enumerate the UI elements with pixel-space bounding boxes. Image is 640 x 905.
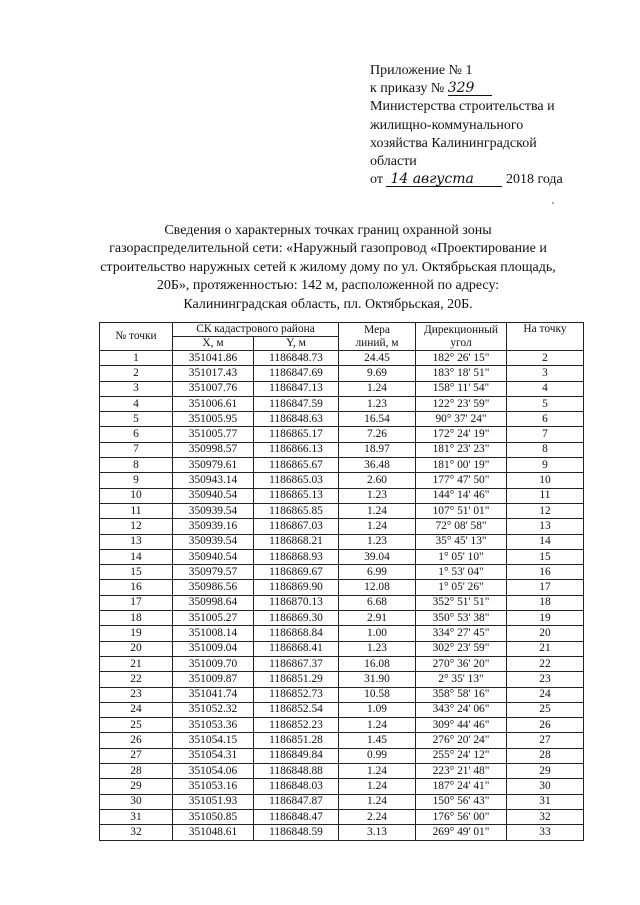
y-coordinate-cell: 1186865.67 [254, 458, 339, 473]
table-row [100, 366, 584, 381]
next-point-cell: 7 [507, 427, 584, 442]
date-line [370, 171, 563, 189]
table-row [100, 458, 584, 473]
bearing-angle-cell: 223° 21' 48" [416, 764, 507, 779]
bearing-angle-cell: 107° 51' 01" [416, 503, 507, 518]
y-coordinate-cell: 1186869.30 [254, 611, 339, 626]
table-row [100, 396, 584, 411]
bearing-angle-cell: 72° 08' 58" [416, 519, 507, 534]
line-length-cell: 9.69 [339, 366, 416, 381]
line-length-cell: 1.23 [339, 641, 416, 656]
next-point-cell: 32 [507, 809, 584, 824]
table-row [100, 748, 584, 763]
point-number-cell: 16 [100, 580, 173, 595]
point-number-cell: 11 [100, 503, 173, 518]
y-coordinate-cell: 1186848.73 [254, 351, 339, 366]
x-coordinate-cell: 350943.14 [173, 473, 254, 488]
heading-line-2: газораспределительной сети: «Наружный газопровод «Проектирование и [109, 241, 547, 257]
next-point-cell: 12 [507, 503, 584, 518]
table-row [100, 595, 584, 610]
x-coordinate-cell: 351048.61 [173, 825, 254, 840]
x-coordinate-cell: 351052.32 [173, 702, 254, 717]
point-number-cell: 26 [100, 733, 173, 748]
table-row [100, 718, 584, 733]
table-row [100, 442, 584, 457]
bearing-angle-cell: 181° 00' 19" [416, 458, 507, 473]
line-length-cell: 3.13 [339, 825, 416, 840]
header-bearing-line-1: Дирекционный [424, 323, 498, 336]
table-row [100, 779, 584, 794]
y-coordinate-cell: 1186847.87 [254, 794, 339, 809]
bearing-angle-cell: 183° 18' 51" [416, 366, 507, 381]
next-point-cell: 18 [507, 595, 584, 610]
heading-line-4: 20Б», протяженностью: 142 м, расположенной по адресу: [156, 278, 500, 294]
bearing-angle-cell: 2° 35' 13" [416, 672, 507, 687]
bearing-angle-cell: 276° 20' 24" [416, 733, 507, 748]
next-point-cell: 15 [507, 549, 584, 564]
line-length-cell: 39.04 [339, 549, 416, 564]
line-length-cell: 36.48 [339, 458, 416, 473]
table-row [100, 534, 584, 549]
bearing-angle-cell: 144° 14' 46" [416, 488, 507, 503]
table-row [100, 412, 584, 427]
x-coordinate-cell: 350940.54 [173, 488, 254, 503]
bearing-angle-cell: 302° 23' 59" [416, 641, 507, 656]
y-coordinate-cell: 1186870.13 [254, 595, 339, 610]
bearing-angle-cell: 158° 11' 54" [416, 381, 507, 396]
line-length-cell: 0.99 [339, 748, 416, 763]
x-coordinate-cell: 351051.93 [173, 794, 254, 809]
line-length-cell: 1.23 [339, 488, 416, 503]
next-point-cell: 29 [507, 764, 584, 779]
line-length-cell: 6.68 [339, 595, 416, 610]
x-coordinate-cell: 350939.16 [173, 519, 254, 534]
header-bearing [416, 323, 507, 351]
point-number-cell: 8 [100, 458, 173, 473]
x-coordinate-cell: 351007.76 [173, 381, 254, 396]
y-coordinate-cell: 1186847.59 [254, 396, 339, 411]
line-length-cell: 1.24 [339, 779, 416, 794]
table-row [100, 794, 584, 809]
line-length-cell: 1.09 [339, 702, 416, 717]
table-row [100, 702, 584, 717]
line-length-cell: 1.45 [339, 733, 416, 748]
point-number-cell: 12 [100, 519, 173, 534]
x-coordinate-cell: 351054.06 [173, 764, 254, 779]
date-handwritten: 14 августа [386, 172, 502, 187]
bearing-angle-cell: 334° 27' 45" [416, 626, 507, 641]
x-coordinate-cell: 350979.61 [173, 458, 254, 473]
line-length-cell: 24.45 [339, 351, 416, 366]
ministry-line-1: Министерства строительства и [370, 99, 555, 115]
y-coordinate-cell: 1186866.13 [254, 442, 339, 457]
table-row [100, 687, 584, 702]
x-coordinate-cell: 351008.14 [173, 626, 254, 641]
bearing-angle-cell: 309° 44' 46" [416, 718, 507, 733]
point-number-cell: 29 [100, 779, 173, 794]
next-point-cell: 25 [507, 702, 584, 717]
point-number-cell: 30 [100, 794, 173, 809]
bearing-angle-cell: 182° 26' 15" [416, 351, 507, 366]
y-coordinate-cell: 1186868.84 [254, 626, 339, 641]
next-point-cell: 28 [507, 748, 584, 763]
next-point-cell: 3 [507, 366, 584, 381]
point-number-cell: 13 [100, 534, 173, 549]
line-length-cell: 1.24 [339, 381, 416, 396]
point-number-cell: 27 [100, 748, 173, 763]
x-coordinate-cell: 350939.54 [173, 534, 254, 549]
y-coordinate-cell: 1186865.03 [254, 473, 339, 488]
next-point-cell: 2 [507, 351, 584, 366]
next-point-cell: 14 [507, 534, 584, 549]
next-point-cell: 11 [507, 488, 584, 503]
appendix-title: Приложение № 1 [370, 63, 473, 78]
line-length-cell: 7.26 [339, 427, 416, 442]
table-body [100, 351, 584, 841]
y-coordinate-cell: 1186865.85 [254, 503, 339, 518]
y-coordinate-cell: 1186852.23 [254, 718, 339, 733]
point-number-cell: 23 [100, 687, 173, 702]
bearing-angle-cell: 1° 53' 04" [416, 565, 507, 580]
date-year: 2018 года [505, 172, 563, 188]
next-point-cell: 22 [507, 656, 584, 671]
line-length-cell: 1.24 [339, 503, 416, 518]
line-length-cell: 2.24 [339, 809, 416, 824]
bearing-angle-cell: 176° 56' 00" [416, 809, 507, 824]
date-prefix: от [370, 172, 383, 188]
heading-line-3: строительство наружных сетей к жилому дому по ул. Октябрьская площадь, [100, 259, 556, 275]
header-measure [339, 323, 416, 351]
next-point-cell: 4 [507, 381, 584, 396]
x-coordinate-cell: 351009.87 [173, 672, 254, 687]
next-point-cell: 19 [507, 611, 584, 626]
table-row [100, 733, 584, 748]
point-number-cell: 10 [100, 488, 173, 503]
ministry-line-4: области [370, 154, 417, 170]
line-length-cell: 12.08 [339, 580, 416, 595]
point-number-cell: 22 [100, 672, 173, 687]
line-length-cell: 1.23 [339, 396, 416, 411]
bearing-angle-cell: 270° 36' 20" [416, 656, 507, 671]
next-point-cell: 6 [507, 412, 584, 427]
table-row [100, 427, 584, 442]
line-length-cell: 16.54 [339, 412, 416, 427]
x-coordinate-cell: 351005.27 [173, 611, 254, 626]
point-number-cell: 7 [100, 442, 173, 457]
x-coordinate-cell: 351053.36 [173, 718, 254, 733]
bearing-angle-cell: 352° 51' 51" [416, 595, 507, 610]
y-coordinate-cell: 1186868.41 [254, 641, 339, 656]
bearing-angle-cell: 177° 47' 50" [416, 473, 507, 488]
y-coordinate-cell: 1186852.73 [254, 687, 339, 702]
bearing-angle-cell: 35° 45' 13" [416, 534, 507, 549]
header-bearing-line-2: угол [450, 336, 472, 349]
bearing-angle-cell: 90° 37' 24" [416, 412, 507, 427]
y-coordinate-cell: 1186867.37 [254, 656, 339, 671]
point-number-cell: 19 [100, 626, 173, 641]
header-measure-line-2: линий, м [355, 336, 399, 349]
y-coordinate-cell: 1186851.29 [254, 672, 339, 687]
next-point-cell: 8 [507, 442, 584, 457]
bearing-angle-cell: 122° 23' 59" [416, 396, 507, 411]
x-coordinate-cell: 351017.43 [173, 366, 254, 381]
y-coordinate-cell: 1186849.84 [254, 748, 339, 763]
order-prefix: к приказу № [370, 81, 445, 97]
header-measure-line-1: Мера [364, 323, 390, 336]
line-length-cell: 1.24 [339, 794, 416, 809]
y-coordinate-cell: 1186867.03 [254, 519, 339, 534]
next-point-cell: 13 [507, 519, 584, 534]
x-coordinate-cell: 350998.64 [173, 595, 254, 610]
point-number-cell: 32 [100, 825, 173, 840]
line-length-cell: 1.24 [339, 764, 416, 779]
x-coordinate-cell: 351054.15 [173, 733, 254, 748]
point-number-cell: 14 [100, 549, 173, 564]
y-coordinate-cell: 1186848.63 [254, 412, 339, 427]
boundary-points-table [99, 322, 584, 841]
point-number-cell: 2 [100, 366, 173, 381]
next-point-cell: 26 [507, 718, 584, 733]
table-row [100, 764, 584, 779]
point-number-cell: 25 [100, 718, 173, 733]
bearing-angle-cell: 358° 58' 16" [416, 687, 507, 702]
table-row [100, 549, 584, 564]
y-coordinate-cell: 1186852.54 [254, 702, 339, 717]
table-row [100, 580, 584, 595]
next-point-cell: 17 [507, 580, 584, 595]
table-row [100, 351, 584, 366]
table-row [100, 565, 584, 580]
next-point-cell: 33 [507, 825, 584, 840]
bearing-angle-cell: 255° 24' 12" [416, 748, 507, 763]
point-number-cell: 4 [100, 396, 173, 411]
x-coordinate-cell: 350939.54 [173, 503, 254, 518]
point-number-cell: 21 [100, 656, 173, 671]
x-coordinate-cell: 351050.85 [173, 809, 254, 824]
line-length-cell: 6.99 [339, 565, 416, 580]
x-coordinate-cell: 351009.70 [173, 656, 254, 671]
x-coordinate-cell: 351041.74 [173, 687, 254, 702]
next-point-cell: 23 [507, 672, 584, 687]
y-coordinate-cell: 1186869.90 [254, 580, 339, 595]
x-coordinate-cell: 351009.04 [173, 641, 254, 656]
table-row [100, 519, 584, 534]
y-coordinate-cell: 1186851.28 [254, 733, 339, 748]
y-coordinate-cell: 1186869.67 [254, 565, 339, 580]
point-number-cell: 31 [100, 809, 173, 824]
x-coordinate-cell: 351005.77 [173, 427, 254, 442]
y-coordinate-cell: 1186847.69 [254, 366, 339, 381]
point-number-cell: 15 [100, 565, 173, 580]
point-number-cell: 20 [100, 641, 173, 656]
point-number-cell: 17 [100, 595, 173, 610]
point-number-cell: 1 [100, 351, 173, 366]
y-coordinate-cell: 1186868.93 [254, 549, 339, 564]
line-length-cell: 1.24 [339, 519, 416, 534]
y-coordinate-cell: 1186847.13 [254, 381, 339, 396]
next-point-cell: 9 [507, 458, 584, 473]
header-point: № точки [100, 323, 173, 351]
table-row [100, 473, 584, 488]
next-point-cell: 30 [507, 779, 584, 794]
line-length-cell: 2.91 [339, 611, 416, 626]
x-coordinate-cell: 350986.56 [173, 580, 254, 595]
line-length-cell: 1.23 [339, 534, 416, 549]
bearing-angle-cell: 343° 24' 06" [416, 702, 507, 717]
bearing-angle-cell: 150° 56' 43" [416, 794, 507, 809]
header-to-point: На точку [507, 323, 584, 351]
heading-line-5: Калининградская область, пл. Октябрьская, 20Б. [183, 296, 473, 312]
ministry-line-2: жилищно-коммунального [370, 117, 524, 133]
table-row [100, 825, 584, 840]
line-length-cell: 10.58 [339, 687, 416, 702]
y-coordinate-cell: 1186848.88 [254, 764, 339, 779]
next-point-cell: 10 [507, 473, 584, 488]
bearing-angle-cell: 269° 49' 01" [416, 825, 507, 840]
header-x: X, м [173, 337, 254, 351]
table-row [100, 488, 584, 503]
next-point-cell: 21 [507, 641, 584, 656]
y-coordinate-cell: 1186848.03 [254, 779, 339, 794]
point-number-cell: 28 [100, 764, 173, 779]
table-row [100, 809, 584, 824]
point-number-cell: 6 [100, 427, 173, 442]
appendix-block [370, 62, 563, 189]
header-y: Y, м [254, 337, 339, 351]
next-point-cell: 5 [507, 396, 584, 411]
y-coordinate-cell: 1186848.59 [254, 825, 339, 840]
header-coordinate-system: СК кадастрового района [173, 323, 339, 337]
point-number-cell: 18 [100, 611, 173, 626]
line-length-cell: 16.08 [339, 656, 416, 671]
bearing-angle-cell: 181° 23' 23" [416, 442, 507, 457]
y-coordinate-cell: 1186865.13 [254, 488, 339, 503]
next-point-cell: 27 [507, 733, 584, 748]
ministry-line-3: хозяйства Калининградской [370, 135, 537, 151]
table-row [100, 656, 584, 671]
point-number-cell: 5 [100, 412, 173, 427]
y-coordinate-cell: 1186868.21 [254, 534, 339, 549]
bearing-angle-cell: 187° 24' 41" [416, 779, 507, 794]
line-length-cell: 2.60 [339, 473, 416, 488]
x-coordinate-cell: 350979.57 [173, 565, 254, 580]
x-coordinate-cell: 351005.95 [173, 412, 254, 427]
bearing-angle-cell: 172° 24' 19" [416, 427, 507, 442]
table-row [100, 381, 584, 396]
line-length-cell: 1.00 [339, 626, 416, 641]
table-row [100, 672, 584, 687]
order-line [370, 80, 563, 98]
stray-mark [552, 202, 554, 204]
x-coordinate-cell: 350998.57 [173, 442, 254, 457]
x-coordinate-cell: 351006.61 [173, 396, 254, 411]
line-length-cell: 31.90 [339, 672, 416, 687]
next-point-cell: 16 [507, 565, 584, 580]
point-number-cell: 9 [100, 473, 173, 488]
x-coordinate-cell: 351041.86 [173, 351, 254, 366]
table-header-row-1 [100, 323, 584, 337]
table-row [100, 626, 584, 641]
next-point-cell: 20 [507, 626, 584, 641]
point-number-cell: 3 [100, 381, 173, 396]
x-coordinate-cell: 350940.54 [173, 549, 254, 564]
y-coordinate-cell: 1186848.47 [254, 809, 339, 824]
line-length-cell: 18.97 [339, 442, 416, 457]
x-coordinate-cell: 351054.31 [173, 748, 254, 763]
document-heading [80, 222, 576, 314]
x-coordinate-cell: 351053.16 [173, 779, 254, 794]
table-row [100, 611, 584, 626]
table-row [100, 503, 584, 518]
next-point-cell: 31 [507, 794, 584, 809]
order-number-handwritten: 329 [448, 81, 492, 96]
y-coordinate-cell: 1186865.17 [254, 427, 339, 442]
point-number-cell: 24 [100, 702, 173, 717]
line-length-cell: 1.24 [339, 718, 416, 733]
bearing-angle-cell: 350° 53' 38" [416, 611, 507, 626]
heading-line-1: Сведения о характерных точках границ охранной зоны [164, 223, 492, 238]
bearing-angle-cell: 1° 05' 10" [416, 549, 507, 564]
bearing-angle-cell: 1° 05' 26" [416, 580, 507, 595]
table-row [100, 641, 584, 656]
next-point-cell: 24 [507, 687, 584, 702]
